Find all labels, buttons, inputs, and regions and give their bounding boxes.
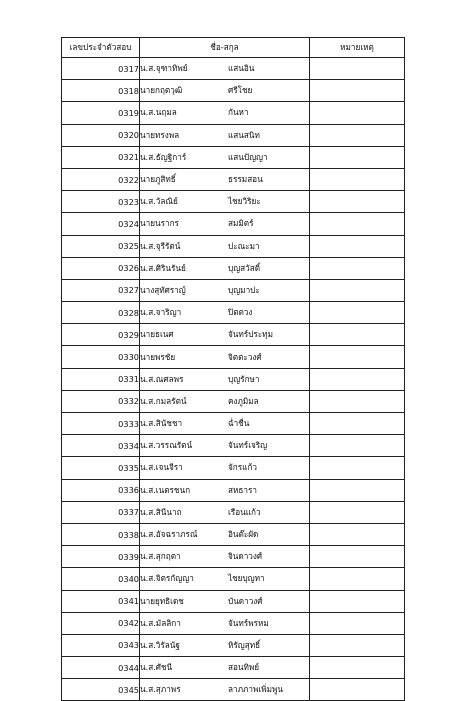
table-row <box>62 124 405 146</box>
table-row <box>62 679 405 701</box>
last-name: หิรัญสุทธิ์ <box>228 639 261 650</box>
note-cell <box>310 413 405 435</box>
first-name: น.ส.ธัญฐิการ์ <box>140 151 187 162</box>
exam-number-cell: 0344 <box>62 657 140 679</box>
first-name: น.ส.จุฑาทิพย์ <box>140 63 188 74</box>
full-name-cell <box>140 80 310 102</box>
table-row <box>62 368 405 390</box>
table-header-row <box>62 38 405 58</box>
note-cell <box>310 479 405 501</box>
table-row <box>62 546 405 568</box>
first-name: น.ส.ศิรินรันย์ <box>140 262 186 273</box>
last-name: ไชยวิริยะ <box>228 196 261 207</box>
exam-number-cell: 0330 <box>62 346 140 368</box>
first-name: น.ส.สุกฤตา <box>140 551 181 562</box>
table-row <box>62 435 405 457</box>
exam-number-cell: 0342 <box>62 612 140 634</box>
first-name: นายนรากร <box>140 218 179 229</box>
table-row <box>62 80 405 102</box>
last-name: อินต๊ะผัด <box>228 529 259 540</box>
full-name-cell <box>140 191 310 213</box>
first-name: น.ส.อัจฉราภรณ์ <box>140 529 198 540</box>
last-name: สมมิตร์ <box>228 218 254 229</box>
first-name: น.ส.วัลณิย์ <box>140 196 178 207</box>
first-name: น.ส.วิรัลนัฐ <box>140 639 180 650</box>
note-cell <box>310 501 405 523</box>
last-name: ฉ่ำชื่น <box>228 418 250 429</box>
exam-number-cell: 0317 <box>62 58 140 80</box>
table-row <box>62 257 405 279</box>
table-row <box>62 235 405 257</box>
full-name-cell <box>140 257 310 279</box>
full-name-cell <box>140 568 310 590</box>
last-name: แสนสนิท <box>228 129 260 140</box>
last-name: บุญสวัสดิ์ <box>228 262 261 273</box>
full-name-cell <box>140 501 310 523</box>
first-name: น.ส.สินีนาถ <box>140 506 182 517</box>
first-name: น.ส.มัลลิกา <box>140 617 181 628</box>
table-row <box>62 146 405 168</box>
exam-number-cell: 0328 <box>62 302 140 324</box>
note-cell <box>310 124 405 146</box>
note-cell <box>310 102 405 124</box>
last-name: จินดาวงศ์ <box>228 551 263 562</box>
table-row <box>62 213 405 235</box>
exam-number-cell: 0340 <box>62 568 140 590</box>
first-name: น.ส.ณศลพร <box>140 373 184 384</box>
exam-roster-table <box>61 37 405 701</box>
note-cell <box>310 390 405 412</box>
full-name-cell <box>140 523 310 545</box>
table-row <box>62 568 405 590</box>
full-name-cell <box>140 324 310 346</box>
full-name-cell <box>140 634 310 656</box>
full-name-cell <box>140 657 310 679</box>
note-cell <box>310 679 405 701</box>
table-row <box>62 102 405 124</box>
note-cell <box>310 568 405 590</box>
first-name: น.ส.เนตรชนก <box>140 484 191 495</box>
full-name-cell <box>140 368 310 390</box>
full-name-cell <box>140 546 310 568</box>
last-name: บุญรักษา <box>228 373 260 384</box>
first-name: น.ส.สินัชชา <box>140 418 183 429</box>
exam-number-cell: 0337 <box>62 501 140 523</box>
first-name: น.ส.ศัชนี <box>140 662 173 673</box>
last-name: ศรีโชย <box>228 85 253 96</box>
note-cell <box>310 435 405 457</box>
note-cell <box>310 346 405 368</box>
table-row <box>62 634 405 656</box>
exam-number-cell: 0334 <box>62 435 140 457</box>
header-exam-number: เลขประจำตัวสอบ <box>62 38 140 58</box>
full-name-cell <box>140 279 310 301</box>
first-name: น.ส.เจนจีรา <box>140 462 183 473</box>
full-name-cell <box>140 435 310 457</box>
exam-number-cell: 0345 <box>62 679 140 701</box>
table-row <box>62 302 405 324</box>
full-name-cell <box>140 302 310 324</box>
first-name: น.ส.กมลรัตน์ <box>140 395 187 406</box>
full-name-cell <box>140 124 310 146</box>
table-row <box>62 612 405 634</box>
full-name-cell <box>140 102 310 124</box>
full-name-cell <box>140 346 310 368</box>
note-cell <box>310 235 405 257</box>
note-cell <box>310 612 405 634</box>
exam-number-cell: 0323 <box>62 191 140 213</box>
table-row <box>62 457 405 479</box>
note-cell <box>310 368 405 390</box>
exam-number-cell: 0341 <box>62 590 140 612</box>
last-name: ปิตตวง <box>228 307 253 318</box>
last-name: ธรรมสอน <box>228 174 263 185</box>
note-cell <box>310 657 405 679</box>
note-cell <box>310 279 405 301</box>
note-cell <box>310 546 405 568</box>
last-name: จันทร์พรหม <box>228 617 269 628</box>
full-name-cell <box>140 590 310 612</box>
last-name: สอนทิพย์ <box>228 662 260 673</box>
table-row <box>62 479 405 501</box>
note-cell <box>310 191 405 213</box>
table-row <box>62 501 405 523</box>
last-name: ลาภภาพเพิ่มพูน <box>228 684 283 695</box>
first-name: นายธเนศ <box>140 329 174 340</box>
full-name-cell <box>140 146 310 168</box>
table-row <box>62 523 405 545</box>
first-name: นายยุทธิเดช <box>140 595 184 606</box>
note-cell <box>310 324 405 346</box>
last-name: แสนปัญญา <box>228 151 268 162</box>
first-name: น.ส.จุรีรัตน์ <box>140 240 181 251</box>
exam-number-cell: 0331 <box>62 368 140 390</box>
last-name: กันหา <box>228 107 249 118</box>
table-row <box>62 657 405 679</box>
note-cell <box>310 590 405 612</box>
full-name-cell <box>140 457 310 479</box>
exam-number-cell: 0338 <box>62 523 140 545</box>
exam-number-cell: 0336 <box>62 479 140 501</box>
exam-number-cell: 0318 <box>62 80 140 102</box>
note-cell <box>310 80 405 102</box>
first-name: นางสุทัศราญ์ <box>140 284 186 295</box>
last-name: แสนอิน <box>228 63 255 74</box>
last-name: คงภูมิมล <box>228 395 259 406</box>
first-name: น.ส.สุภาพร <box>140 684 181 695</box>
last-name: ไชยบุญทา <box>228 573 265 584</box>
exam-number-cell: 0321 <box>62 146 140 168</box>
full-name-cell <box>140 213 310 235</box>
table-row <box>62 279 405 301</box>
full-name-cell <box>140 413 310 435</box>
exam-number-cell: 0327 <box>62 279 140 301</box>
header-note: หมายเหตุ <box>310 38 405 58</box>
last-name: จิตตะวงศ์ <box>228 351 262 362</box>
first-name: น.ส.นฤมล <box>140 107 177 118</box>
first-name: นายกฤตวุฒิ <box>140 85 183 96</box>
exam-number-cell: 0332 <box>62 390 140 412</box>
note-cell <box>310 146 405 168</box>
last-name: บันดาวงศ์ <box>228 595 263 606</box>
table-row <box>62 58 405 80</box>
note-cell <box>310 523 405 545</box>
table-body <box>62 58 405 701</box>
header-full-name: ชื่อ-สกุล <box>140 38 310 58</box>
table-row <box>62 390 405 412</box>
note-cell <box>310 257 405 279</box>
last-name: จันทร์ประทุม <box>228 329 273 340</box>
exam-number-cell: 0319 <box>62 102 140 124</box>
last-name: บุญมาปะ <box>228 284 260 295</box>
table-row <box>62 191 405 213</box>
exam-number-cell: 0325 <box>62 235 140 257</box>
note-cell <box>310 58 405 80</box>
table-row <box>62 590 405 612</box>
note-cell <box>310 457 405 479</box>
table-row <box>62 324 405 346</box>
exam-number-cell: 0339 <box>62 546 140 568</box>
first-name: นายพรชัย <box>140 351 176 362</box>
first-name: น.ส.วรรณรัตน์ <box>140 440 193 451</box>
table-row <box>62 168 405 190</box>
full-name-cell <box>140 235 310 257</box>
full-name-cell <box>140 479 310 501</box>
last-name: จักรแก้ว <box>228 462 257 473</box>
full-name-cell <box>140 390 310 412</box>
note-cell <box>310 213 405 235</box>
full-name-cell <box>140 58 310 80</box>
note-cell <box>310 168 405 190</box>
first-name: นายภูสิทธิ์ <box>140 174 176 185</box>
full-name-cell <box>140 168 310 190</box>
last-name: เรือนแก้ว <box>228 506 261 517</box>
exam-number-cell: 0329 <box>62 324 140 346</box>
full-name-cell <box>140 612 310 634</box>
last-name: สหธารา <box>228 484 257 495</box>
exam-number-cell: 0333 <box>62 413 140 435</box>
note-cell <box>310 634 405 656</box>
exam-number-cell: 0343 <box>62 634 140 656</box>
exam-number-cell: 0324 <box>62 213 140 235</box>
full-name-cell <box>140 679 310 701</box>
first-name: นายทรงพล <box>140 129 180 140</box>
exam-number-cell: 0335 <box>62 457 140 479</box>
table-row <box>62 413 405 435</box>
last-name: ปะณะมา <box>228 240 260 251</box>
first-name: น.ส.จิตรกัญญา <box>140 573 194 584</box>
exam-number-cell: 0320 <box>62 124 140 146</box>
last-name: จันทร์เจริญ <box>228 440 268 451</box>
table-row <box>62 346 405 368</box>
exam-number-cell: 0322 <box>62 168 140 190</box>
exam-number-cell: 0326 <box>62 257 140 279</box>
note-cell <box>310 302 405 324</box>
first-name: น.ส.จาริญา <box>140 307 182 318</box>
